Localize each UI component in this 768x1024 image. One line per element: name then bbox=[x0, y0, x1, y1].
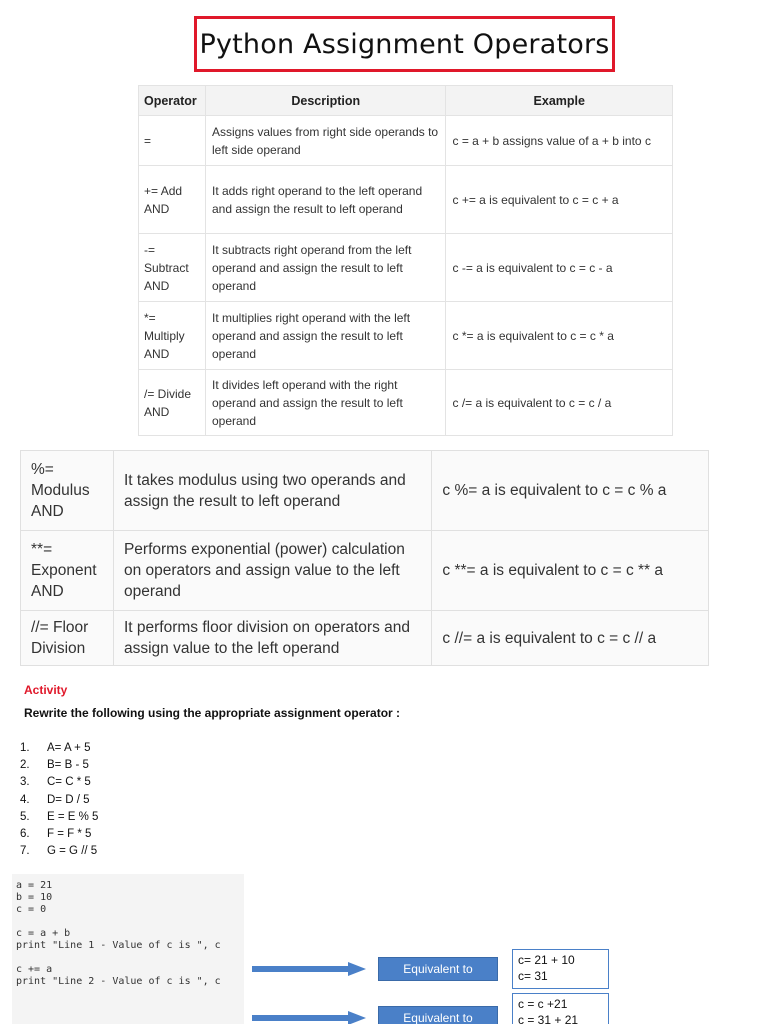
list-item: 6. F = F * 5 bbox=[20, 826, 98, 843]
list-item-text: A= A + 5 bbox=[47, 742, 91, 754]
description-cell: It subtracts right operand from the left operand and assign the result to left operand bbox=[205, 234, 446, 302]
description-cell: It adds right operand to the left operand and assign the result to left operand bbox=[205, 166, 446, 234]
example-cell: c += a is equivalent to c = c + a bbox=[446, 166, 673, 234]
table-row bbox=[139, 302, 673, 370]
list-item: 1. A= A + 5 bbox=[20, 740, 98, 757]
example-cell: c %= a is equivalent to c = c % a bbox=[432, 451, 709, 531]
table-row bbox=[21, 611, 709, 666]
result-line: c = c +21 bbox=[518, 997, 568, 1011]
example-cell: c //= a is equivalent to c = c // a bbox=[432, 611, 709, 666]
code-line: c = 0 bbox=[16, 904, 47, 915]
header-example: Example bbox=[446, 86, 673, 116]
list-item: 3. C= C * 5 bbox=[20, 774, 98, 791]
operator-cell: %= Modulus AND bbox=[21, 451, 114, 531]
list-item: 4. D= D / 5 bbox=[20, 792, 98, 809]
page-title: Python Assignment Operators bbox=[199, 28, 610, 60]
table-row bbox=[21, 531, 709, 611]
result-box bbox=[512, 949, 609, 989]
code-line: print "Line 1 - Value of c is ", c bbox=[16, 940, 221, 951]
operator-cell: //= Floor Division bbox=[21, 611, 114, 666]
list-item-text: G = G // 5 bbox=[47, 845, 98, 858]
description-cell: Performs exponential (power) calculation on operators and assign value to the left operand bbox=[113, 531, 431, 611]
code-line bbox=[16, 916, 244, 928]
table-row bbox=[21, 451, 709, 531]
table-row bbox=[139, 370, 673, 436]
list-item: 5. E = E % 5 bbox=[20, 809, 98, 826]
code-line: c += a bbox=[16, 964, 53, 975]
activity-list bbox=[20, 740, 98, 860]
operator-cell: += Add AND bbox=[139, 166, 206, 234]
description-cell: It divides left operand with the right operand and assign the result to left operand bbox=[205, 370, 446, 436]
example-cell: c *= a is equivalent to c = c * a bbox=[446, 302, 673, 370]
activity-title: Activity bbox=[24, 683, 68, 697]
result-box bbox=[512, 993, 609, 1024]
table-row bbox=[139, 166, 673, 234]
code-line: a = 21 bbox=[16, 880, 53, 891]
result-line: c= 31 bbox=[518, 969, 548, 983]
code-line bbox=[16, 952, 244, 964]
activity-instruction: Rewrite the following using the appropriate assignment operator : bbox=[24, 706, 401, 720]
code-line: c = a + b bbox=[16, 928, 71, 939]
table-row bbox=[139, 234, 673, 302]
equivalent-box: Equivalent to bbox=[378, 957, 498, 981]
operator-cell: = bbox=[139, 116, 206, 166]
operator-cell: **= Exponent AND bbox=[21, 531, 114, 611]
description-cell: Assigns values from right side operands to left side operand bbox=[205, 116, 446, 166]
list-item-text: D= D / 5 bbox=[47, 793, 90, 806]
list-item-text: B= B - 5 bbox=[47, 759, 89, 772]
list-item-text: F = F * 5 bbox=[47, 827, 92, 840]
operators-table-2 bbox=[20, 450, 709, 666]
table-row bbox=[139, 116, 673, 166]
arrow-right-icon bbox=[252, 1011, 366, 1024]
list-item-text: E = E % 5 bbox=[47, 810, 99, 823]
arrow-right-icon bbox=[252, 962, 366, 976]
equivalent-box: Equivalent to bbox=[378, 1006, 498, 1024]
code-line: b = 10 bbox=[16, 892, 53, 903]
operator-cell: -= Subtract AND bbox=[139, 234, 206, 302]
example-cell: c = a + b assigns value of a + b into c bbox=[446, 116, 673, 166]
list-item: 2. B= B - 5 bbox=[20, 757, 98, 774]
result-line: c = 31 + 21 bbox=[518, 1013, 579, 1024]
example-cell: c /= a is equivalent to c = c / a bbox=[446, 370, 673, 436]
table-header-row bbox=[139, 86, 673, 116]
header-description: Description bbox=[205, 86, 446, 116]
header-operator: Operator bbox=[139, 86, 206, 116]
description-cell: It takes modulus using two operands and assign the result to left operand bbox=[113, 451, 431, 531]
code-line: print "Line 2 - Value of c is ", c bbox=[16, 976, 221, 987]
result-line: c= 21 + 10 bbox=[518, 953, 575, 967]
list-item: 7. G = G // 5 bbox=[20, 843, 98, 860]
list-item-text: C= C * 5 bbox=[47, 776, 91, 789]
code-panel bbox=[12, 874, 244, 1024]
example-cell: c -= a is equivalent to c = c - a bbox=[446, 234, 673, 302]
description-cell: It multiplies right operand with the left operand and assign the result to left operand bbox=[205, 302, 446, 370]
title-box bbox=[194, 16, 615, 72]
operators-table-1 bbox=[138, 85, 673, 436]
example-cell: c **= a is equivalent to c = c ** a bbox=[432, 531, 709, 611]
operator-cell: *= Multiply AND bbox=[139, 302, 206, 370]
description-cell: It performs floor division on operators and assign value to the left operand bbox=[113, 611, 431, 666]
operator-cell: /= Divide AND bbox=[139, 370, 206, 436]
